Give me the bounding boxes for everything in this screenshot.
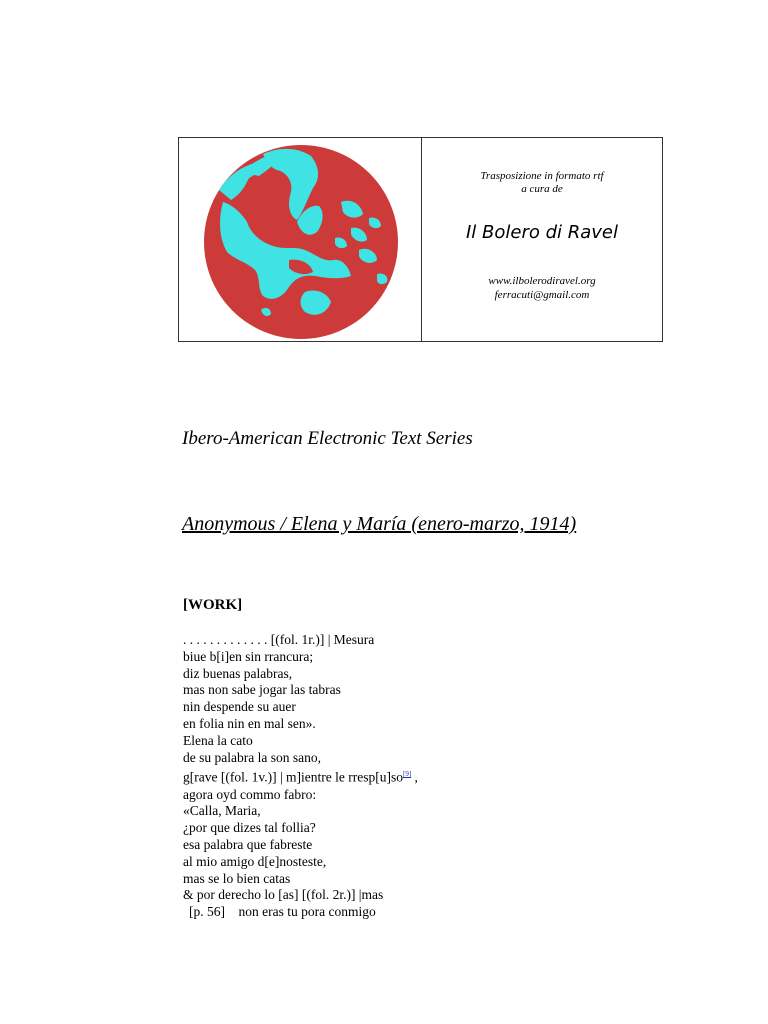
poem-line: ¿por que dizes tal follia? <box>183 820 316 836</box>
credit-line-2: a cura de <box>521 183 563 195</box>
poem-line: de su palabra la son sano, <box>183 749 321 765</box>
email-link[interactable]: ferracuti@gmail.com <box>494 289 590 301</box>
contacts <box>422 274 662 302</box>
credits-card <box>178 137 663 342</box>
work-heading: Anonymous / Elena y María (enero-marzo, 1914) <box>182 513 577 535</box>
credit-line-1: Trasposizione in formato rtf <box>480 170 604 182</box>
website-link[interactable]: www.ilbolerodiravel.org <box>488 275 596 287</box>
poem-line: [p. 56] non eras tu pora conmigo <box>189 904 376 920</box>
credits-text-cell <box>422 138 662 341</box>
footnote-link[interactable]: [9] <box>402 770 412 779</box>
poem-line: mas se lo bien catas <box>183 870 291 886</box>
poem-text <box>183 632 418 921</box>
poem-line: esa palabra que fabreste <box>183 837 313 853</box>
poem-line: mas non sabe jogar las tabras <box>183 682 341 698</box>
poem-line: nin despende su auer <box>183 699 296 715</box>
poem-line: «Calla, Maria, <box>183 803 261 819</box>
poem-line: . . . . . . . . . . . . . [(fol. 1r.)] | Mesura <box>183 632 375 647</box>
logo-cell <box>179 138 421 341</box>
poem-line-with-footnote: g[rave [(fol. 1v.)] | m]ientre le rresp[u]so[9] , <box>183 769 418 785</box>
section-tag: [WORK] <box>183 597 243 613</box>
poem-line: al mio amigo d[e]nosteste, <box>183 853 327 869</box>
poem-line-text: g[rave [(fol. 1v.)] | m]ientre le rresp[u]so <box>183 769 403 785</box>
brand-name: Il Bolero di Ravel <box>465 222 618 243</box>
poem-line: diz buenas palabras, <box>183 665 293 681</box>
poem-line: & por derecho lo [as] [(fol. 2r.)] |mas <box>183 887 384 903</box>
bolero-logo-image <box>201 142 401 342</box>
poem-line: Elena la cato <box>183 732 253 748</box>
poem-line: agora oyd commo fabro: <box>183 786 317 802</box>
series-title: Ibero-American Electronic Text Series <box>182 428 473 449</box>
poem-line: en folia nin en mal sen». <box>183 715 316 731</box>
credit-text <box>422 170 662 196</box>
poem-line: biue b[i]en sin rrancura; <box>183 648 314 664</box>
